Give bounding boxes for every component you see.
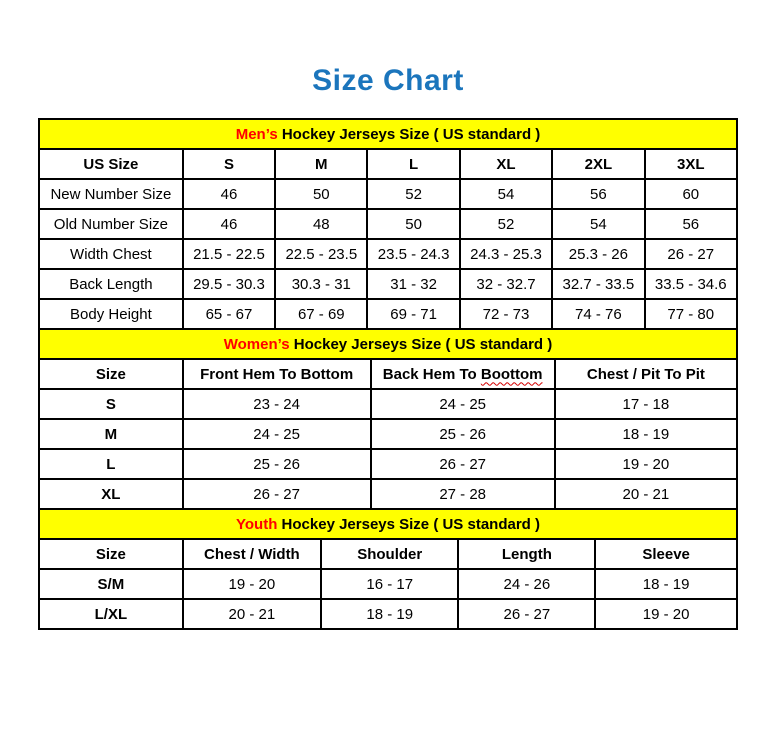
cell: 65 - 67: [183, 299, 275, 329]
cell: 23 - 24: [183, 389, 371, 419]
row-label: New Number Size: [39, 179, 183, 209]
cell: 32 - 32.7: [460, 269, 552, 299]
cell: 52: [460, 209, 552, 239]
cell: 54: [460, 179, 552, 209]
table-row: [39, 449, 737, 479]
cell: 26 - 27: [645, 239, 737, 269]
womens-banner: [39, 329, 737, 359]
cell: 24 - 26: [458, 569, 595, 599]
row-label: Old Number Size: [39, 209, 183, 239]
youth-col-size: Size: [39, 539, 183, 569]
mens-size-table: [38, 118, 738, 330]
cell: 60: [645, 179, 737, 209]
mens-col-us-size: US Size: [39, 149, 183, 179]
cell: 32.7 - 33.5: [552, 269, 644, 299]
cell: 25.3 - 26: [552, 239, 644, 269]
size-chart: [38, 118, 738, 630]
back-hem-prefix: Back Hem To: [382, 365, 481, 383]
womens-banner-row: [39, 329, 737, 359]
youth-col-length: Length: [458, 539, 595, 569]
womens-col-size: Size: [39, 359, 183, 389]
womens-size-table: [38, 328, 738, 510]
table-row: [39, 569, 737, 599]
cell: 46: [183, 179, 275, 209]
cell: 23.5 - 24.3: [367, 239, 459, 269]
cell: 27 - 28: [371, 479, 555, 509]
cell: 74 - 76: [552, 299, 644, 329]
cell: 25 - 26: [371, 419, 555, 449]
cell: 24 - 25: [183, 419, 371, 449]
row-label: S: [39, 389, 183, 419]
youth-header-row: [39, 539, 737, 569]
table-row: [39, 599, 737, 629]
table-row: [39, 269, 737, 299]
cell: 77 - 80: [645, 299, 737, 329]
cell: 18 - 19: [321, 599, 459, 629]
table-row: [39, 389, 737, 419]
mens-col-l: L: [367, 149, 459, 179]
cell: 19 - 20: [555, 449, 737, 479]
womens-banner-highlight: Women’s: [223, 335, 290, 353]
cell: 17 - 18: [555, 389, 737, 419]
cell: 69 - 71: [367, 299, 459, 329]
cell: 52: [367, 179, 459, 209]
page-title: Size Chart: [312, 64, 464, 97]
cell: 48: [275, 209, 367, 239]
mens-col-m: M: [275, 149, 367, 179]
womens-col-front-hem: Front Hem To Bottom: [183, 359, 371, 389]
table-row: [39, 239, 737, 269]
mens-banner-row: [39, 119, 737, 149]
mens-col-s: S: [183, 149, 275, 179]
row-label: L/XL: [39, 599, 183, 629]
cell: 22.5 - 23.5: [275, 239, 367, 269]
cell: 54: [552, 209, 644, 239]
youth-banner-rest: Hockey Jerseys Size ( US standard ): [277, 515, 540, 533]
womens-banner-rest: Hockey Jerseys Size ( US standard ): [289, 335, 553, 353]
youth-size-table: [38, 508, 738, 630]
cell: 72 - 73: [460, 299, 552, 329]
cell: 46: [183, 209, 275, 239]
cell: 67 - 69: [275, 299, 367, 329]
cell: 26 - 27: [458, 599, 595, 629]
cell: 50: [367, 209, 459, 239]
cell: 24 - 25: [371, 389, 555, 419]
cell: 19 - 20: [183, 569, 321, 599]
table-row: [39, 179, 737, 209]
mens-col-2xl: 2XL: [552, 149, 644, 179]
cell: 18 - 19: [555, 419, 737, 449]
cell: 20 - 21: [555, 479, 737, 509]
mens-banner: [39, 119, 737, 149]
row-label: Body Height: [39, 299, 183, 329]
youth-col-shoulder: Shoulder: [321, 539, 459, 569]
youth-col-chest-width: Chest / Width: [183, 539, 321, 569]
cell: 31 - 32: [367, 269, 459, 299]
womens-header-row: [39, 359, 737, 389]
row-label: L: [39, 449, 183, 479]
mens-header-row: [39, 149, 737, 179]
cell: 24.3 - 25.3: [460, 239, 552, 269]
womens-col-chest: Chest / Pit To Pit: [555, 359, 737, 389]
table-row: [39, 299, 737, 329]
row-label: Width Chest: [39, 239, 183, 269]
cell: 21.5 - 22.5: [183, 239, 275, 269]
mens-col-xl: XL: [460, 149, 552, 179]
row-label: S/M: [39, 569, 183, 599]
youth-col-sleeve: Sleeve: [595, 539, 737, 569]
cell: 50: [275, 179, 367, 209]
cell: 30.3 - 31: [275, 269, 367, 299]
cell: 19 - 20: [595, 599, 737, 629]
cell: 16 - 17: [321, 569, 459, 599]
back-hem-misspelled-word: Boottom: [480, 365, 543, 383]
cell: 20 - 21: [183, 599, 321, 629]
cell: 29.5 - 30.3: [183, 269, 275, 299]
row-label: Back Length: [39, 269, 183, 299]
table-row: [39, 209, 737, 239]
cell: 26 - 27: [371, 449, 555, 479]
youth-banner-row: [39, 509, 737, 539]
table-row: [39, 479, 737, 509]
cell: 25 - 26: [183, 449, 371, 479]
mens-banner-rest: Hockey Jerseys Size ( US standard ): [277, 125, 541, 143]
cell: 56: [645, 209, 737, 239]
row-label: M: [39, 419, 183, 449]
cell: 33.5 - 34.6: [645, 269, 737, 299]
mens-banner-highlight: Men’s: [235, 125, 278, 143]
youth-banner: [39, 509, 737, 539]
cell: 26 - 27: [183, 479, 371, 509]
womens-col-back-hem: [371, 359, 555, 389]
cell: 56: [552, 179, 644, 209]
youth-banner-highlight: Youth: [236, 515, 278, 533]
row-label: XL: [39, 479, 183, 509]
cell: 18 - 19: [595, 569, 737, 599]
mens-col-3xl: 3XL: [645, 149, 737, 179]
table-row: [39, 419, 737, 449]
